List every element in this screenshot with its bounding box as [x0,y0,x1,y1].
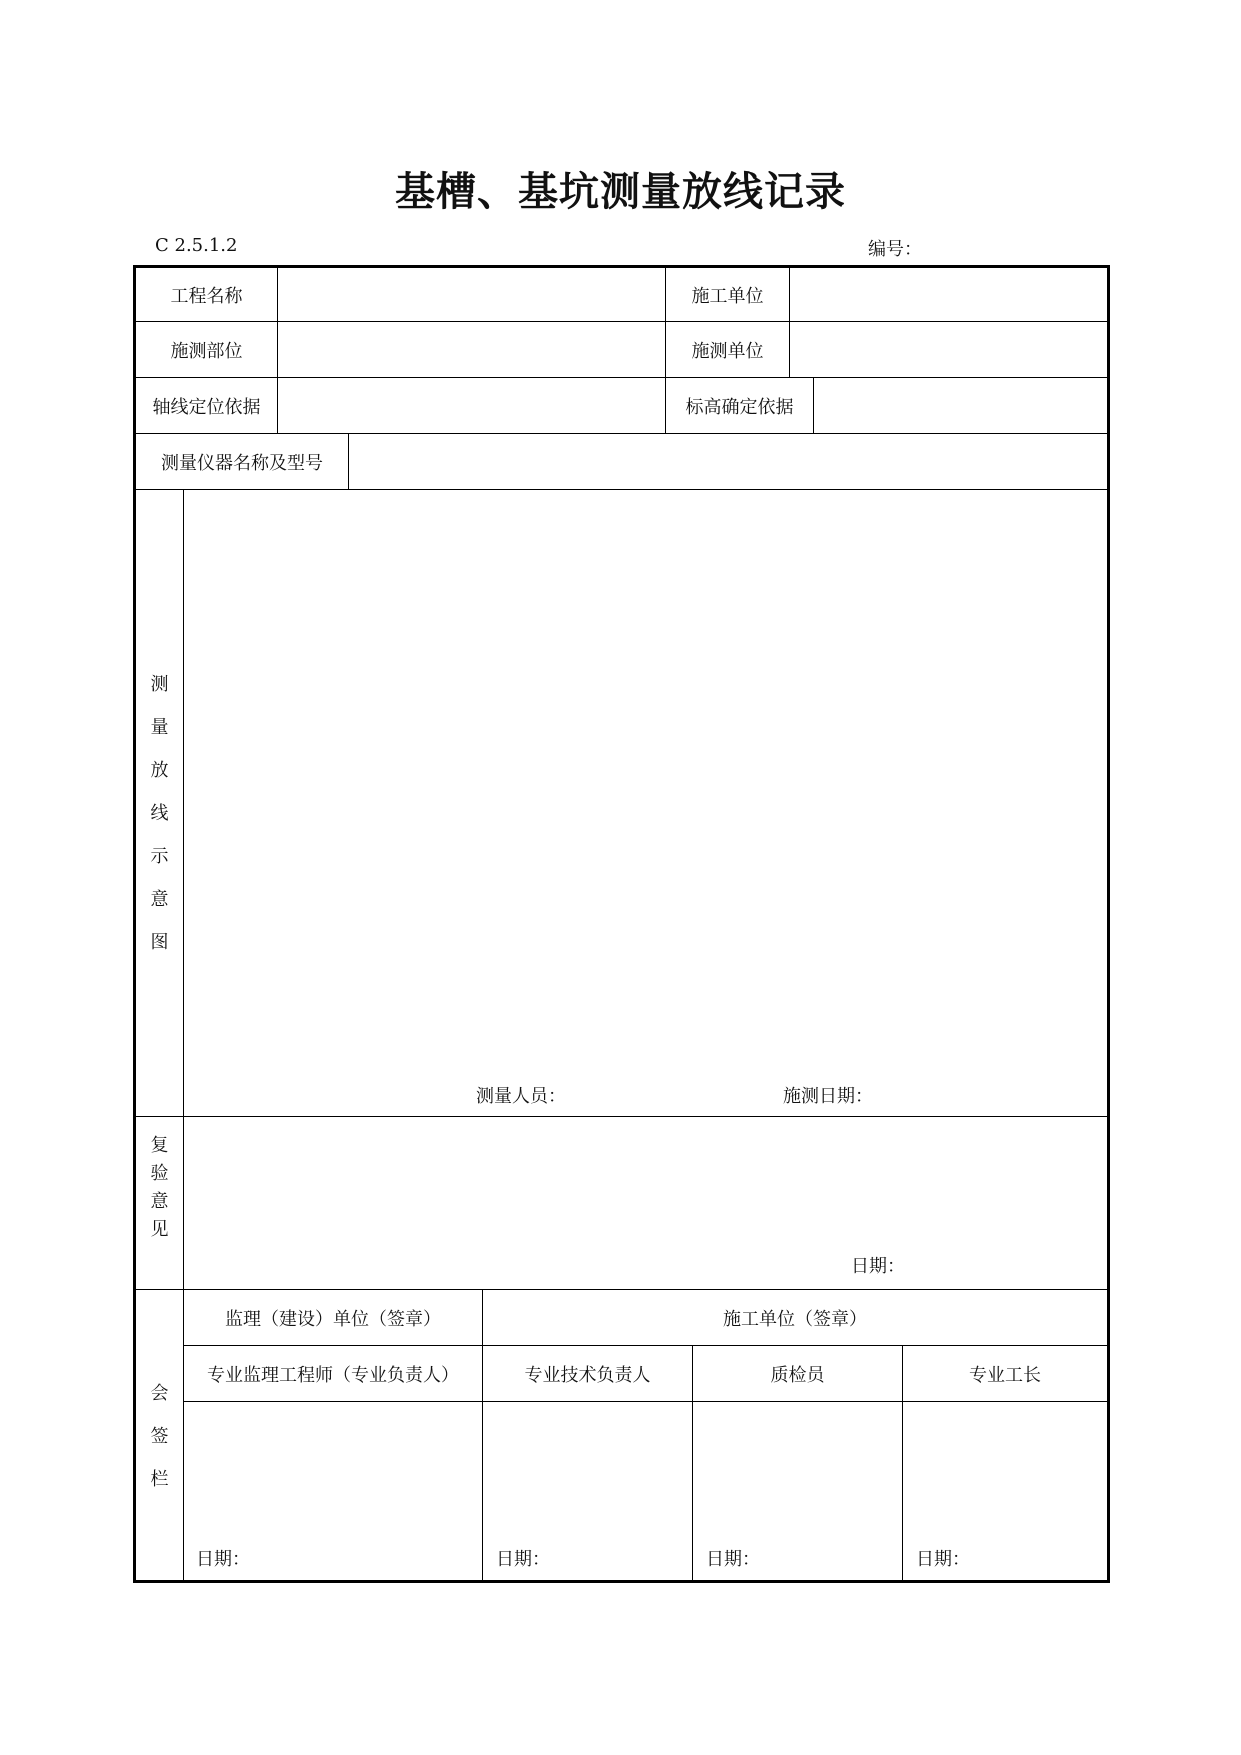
construction-unit-label: 施工单位 [691,285,764,307]
signoff-side-label: 会 签 栏 [150,1383,169,1490]
form-code: C 2.5.1.2 [155,235,238,256]
recheck-opinion-area[interactable] [184,1117,1107,1289]
signoff-date-label: 日期： [196,1549,250,1570]
quality-inspector-header: 质检员 [770,1364,825,1386]
elevation-basis-label: 标高确定依据 [685,396,794,418]
page-title: 基槽、基坑测量放线记录 [395,168,846,215]
axis-basis-field[interactable] [278,378,665,433]
serial-number-label: 编号： [868,239,922,260]
instrument-label: 测量仪器名称及型号 [161,452,323,474]
diagram-side-label: 测 量 放 线 示 意 图 [150,674,169,953]
instrument-field[interactable] [349,434,1107,489]
construction-unit-field[interactable] [790,268,1107,321]
survey-date-label: 施测日期： [783,1086,873,1107]
supervising-engineer-header: 专业监理工程师（专业负责人） [207,1364,459,1386]
surveyor-label: 测量人员： [476,1086,566,1107]
project-name-field[interactable] [278,268,665,321]
supervision-unit-header: 监理（建设）单位（签章） [225,1308,441,1330]
survey-part-field[interactable] [278,322,665,377]
survey-unit-label: 施测单位 [691,340,764,362]
survey-unit-field[interactable] [790,322,1107,377]
recheck-side-label: 复 验 意 见 [150,1135,169,1240]
recheck-date-label: 日期： [851,1256,905,1277]
survey-part-label: 施测部位 [170,340,243,362]
signoff-date-label: 日期： [916,1549,970,1570]
project-name-label: 工程名称 [170,285,243,307]
elevation-basis-field[interactable] [814,378,1107,433]
diagram-area[interactable] [184,490,1107,1116]
construction-unit-header: 施工单位（签章） [723,1308,867,1330]
axis-basis-label: 轴线定位依据 [152,396,261,418]
signoff-date-label: 日期： [706,1549,760,1570]
signoff-date-label: 日期： [496,1549,550,1570]
foreman-header: 专业工长 [969,1364,1041,1386]
technical-lead-header: 专业技术负责人 [524,1364,651,1386]
